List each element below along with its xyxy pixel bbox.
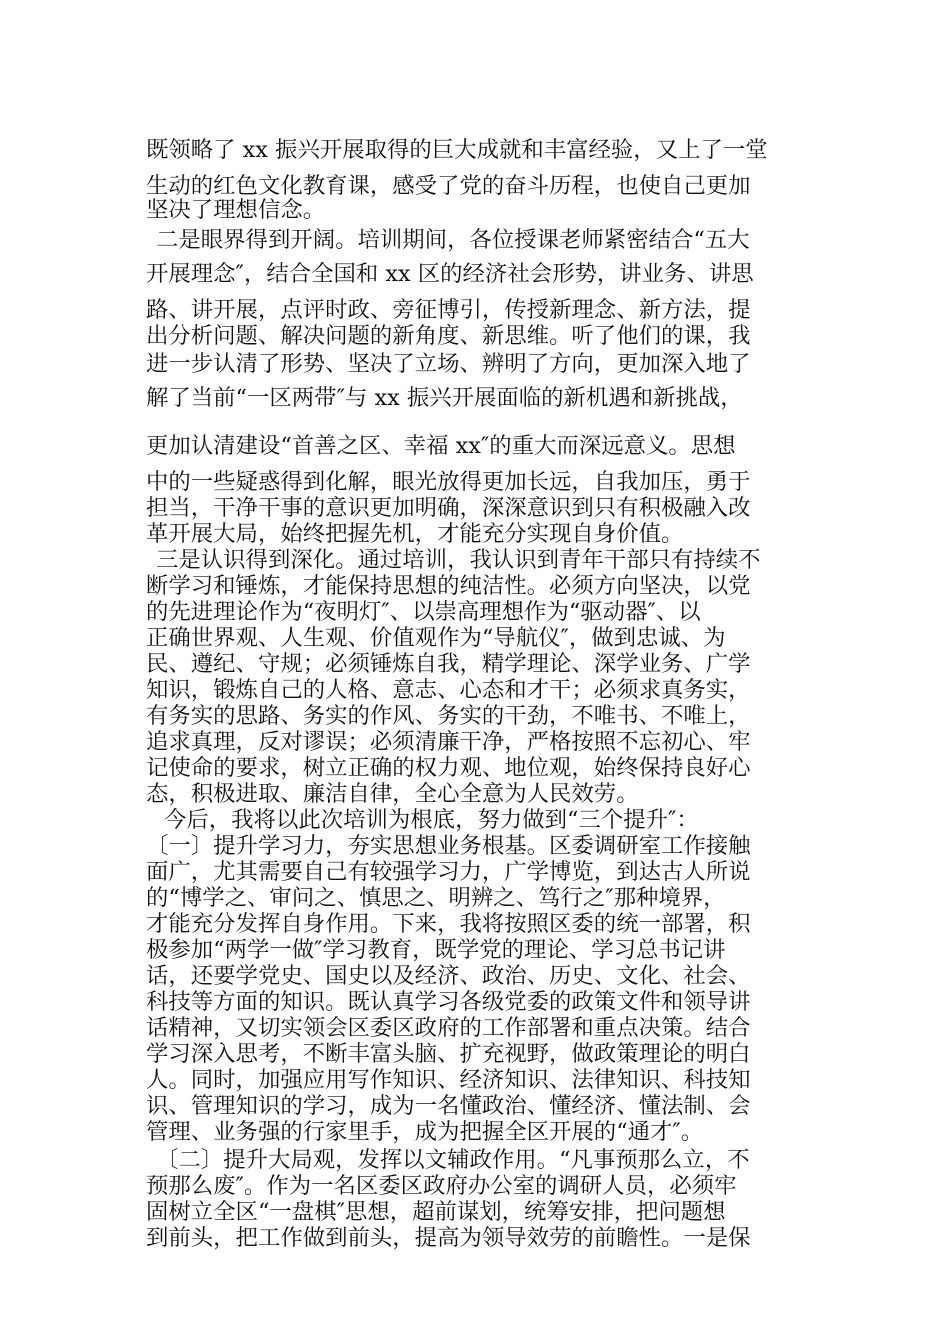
text-line-16: 的先进理论作为“夜明灯″、以崇高理想作为“驱动器″、以 [146, 599, 701, 625]
text-line-34: 人。同时，加强应用写作知识、经济知识、法律知识、科技知 [146, 1067, 751, 1093]
text-line-4: 二是眼界得到开阔。培训期间，各位授课老师紧密结合“五大 [156, 227, 750, 253]
text-line-25: 〔一〕提升学习力，夯实思想业务根基。区委调研室工作接触 [146, 833, 751, 859]
text-line-32: 话精神，又切实领会区委区政府的工作部署和重点决策。结合 [146, 1015, 751, 1041]
text-line-36: 管理、业务强的行家里手，成为把握全区开展的“通才″。 [146, 1119, 704, 1145]
text-line-19: 知识，锻炼自己的人格、意志、心态和才干；必须求真务实， [146, 677, 751, 703]
text-line-3: 坚决了理想信念。 [146, 197, 326, 223]
text-line-11: 中的一些疑惑得到化解，眼光放得更加长远，自我加压，勇于 [146, 469, 751, 495]
text-line-7: 出分析问题、解决问题的新角度、新思维。听了他们的课，我 [146, 323, 751, 349]
text-line-27: 的“博学之、审问之、慎思之、明辨之、笃行之″那种境界， [146, 885, 726, 911]
text-line-5: 开展理念″，结合全国和 xx 区的经济社会形势，讲业务、讲思 [146, 261, 754, 287]
text-line-40: 到前头，把工作做到前头，提高为领导效劳的前瞻性。一是保 [146, 1225, 751, 1251]
text-line-23: 态，积极进取、廉洁自律，全心全意为人民效劳。 [146, 781, 639, 807]
text-line-18: 民、遵纪、守规；必须锤炼自我，精学理论、深学业务、广学 [146, 651, 751, 677]
text-line-10: 更加认清建设“首善之区、幸福 xx″的重大而深远意义。思想 [146, 433, 736, 459]
text-line-35: 识、管理知识的学习，成为一名懂政治、懂经济、懂法制、会 [146, 1093, 751, 1119]
text-line-14: 三是认识得到深化。通过培训，我认识到青年干部只有持续不 [156, 547, 761, 573]
text-line-12: 担当，干净干事的意识更加明确，深深意识到只有积极融入改 [146, 495, 751, 521]
text-line-1: 既领略了 xx 振兴开展取得的巨大成就和丰富经验，又上了一堂 [146, 137, 768, 163]
text-line-33: 学习深入思考，不断丰富头脑、扩充视野，做政策理论的明白 [146, 1041, 751, 1067]
text-line-38: 预那么废″。作为一名区委区政府办公室的调研人员，必须牢 [146, 1173, 737, 1199]
text-line-9: 解了当前“一区两带″与 xx 振兴开展面临的新机遇和新挑战， [146, 385, 743, 411]
text-line-6: 路、讲开展，点评时政、旁征博引，传授新理念、新方法，提 [146, 297, 751, 323]
text-line-31: 科技等方面的知识。既认真学习各级党委的政策文件和领导讲 [146, 989, 751, 1015]
text-line-37: 〔二〕提升大局观，发挥以文辅政作用。“凡事预那么立，不 [156, 1147, 750, 1173]
text-line-13: 革开展大局，始终把握先机，才能充分实现自身价值。 [146, 521, 684, 547]
text-line-20: 有务实的思路、务实的作风、务实的干劲，不唯书、不唯上， [146, 703, 751, 729]
text-line-39: 固树立全区“一盘棋″思想，超前谋划，统筹安排，把问题想 [146, 1199, 726, 1225]
text-line-8: 进一步认清了形势、坚决了立场、辨明了方向，更加深入地了 [146, 351, 751, 377]
text-line-15: 断学习和锤炼，才能保持思想的纯洁性。必须方向坚决，以党 [146, 573, 751, 599]
text-line-2: 生动的红色文化教育课，感受了党的奋斗历程，也使自己更加 [146, 173, 751, 199]
text-line-29: 极参加“两学一做″学习教育，既学党的理论、学习总书记讲 [146, 937, 726, 963]
text-line-26: 面广，尤其需要自己有较强学习力，广学博览，到达古人所说 [146, 859, 751, 885]
text-line-22: 记使命的要求，树立正确的权力观、地位观，始终保持良好心 [146, 755, 751, 781]
text-line-17: 正确世界观、人生观、价值观作为“导航仪″，做到忠诚、为 [146, 625, 726, 651]
text-line-30: 话，还要学党史、国史以及经济、政治、历史、文化、社会、 [146, 963, 751, 989]
text-line-21: 追求真理，反对谬误；必须清廉干净，严格按照不忘初心、牢 [146, 729, 751, 755]
text-line-28: 才能充分发挥自身作用。下来，我将按照区委的统一部署，积 [146, 911, 751, 937]
text-line-24: 今后，我将以此次培训为根底，努力做到“三个提升″： [164, 807, 699, 833]
